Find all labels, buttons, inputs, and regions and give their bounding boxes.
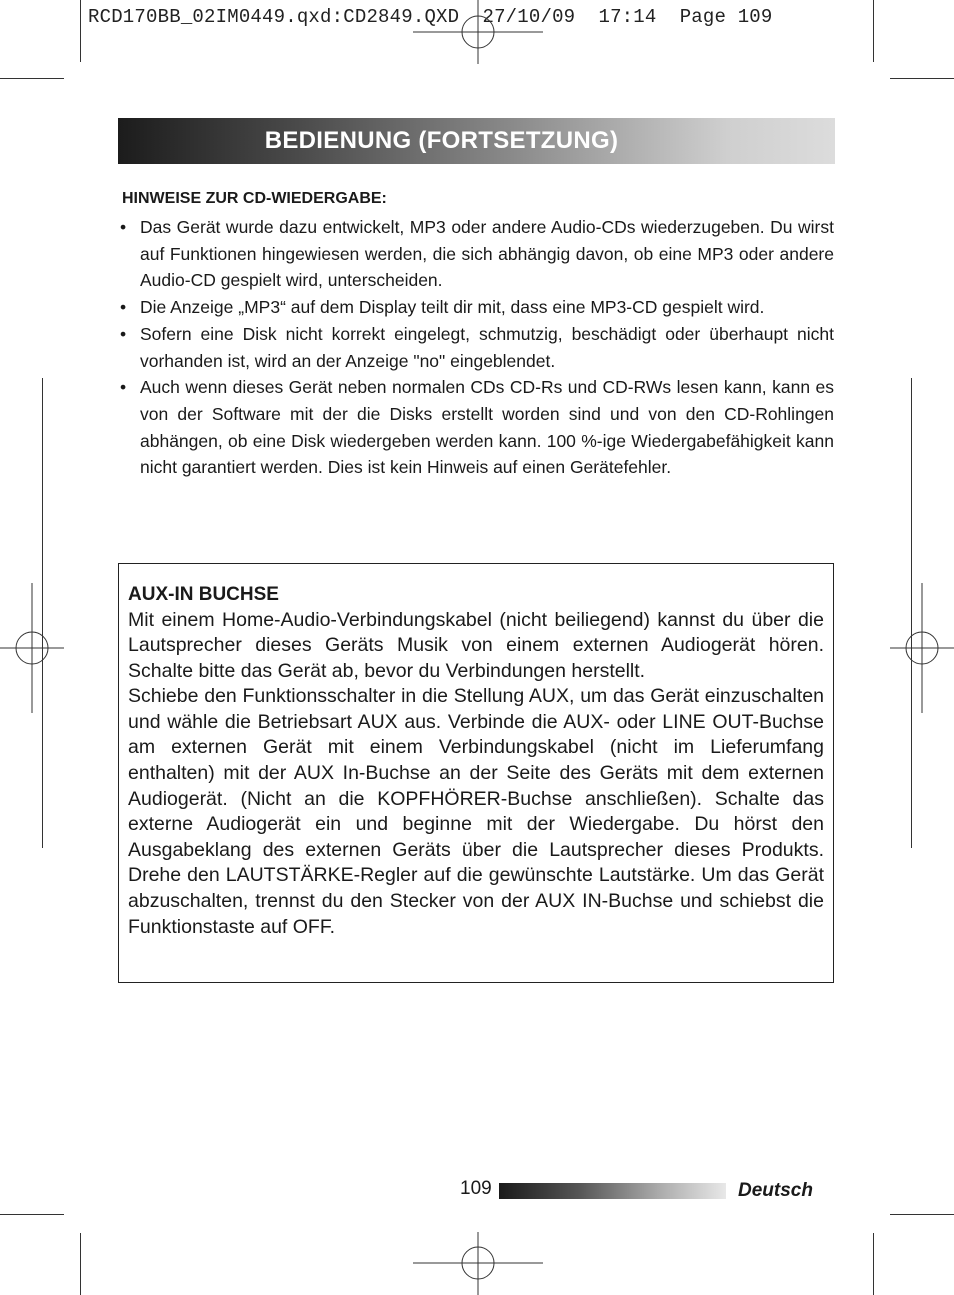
crop-mark-bottom-right-v: [873, 1233, 874, 1295]
list-item: • Sofern eine Disk nicht korrekt eingelegt, schmutzig, beschädigt oder überhaupt nicht vorhanden ist, wird an der Anzeige "no" eingeblendet.: [118, 321, 834, 374]
crop-mark-bottom-right-h: [890, 1214, 954, 1215]
footer-language: Deutsch: [738, 1180, 813, 1201]
notes-heading: HINWEISE ZUR CD-WIEDERGABE:: [122, 190, 387, 207]
list-item: • Die Anzeige „MP3“ auf dem Display teilt dir mit, dass eine MP3-CD gespielt wird.: [118, 294, 834, 321]
list-item: • Das Gerät wurde dazu entwickelt, MP3 oder andere Audio-CDs wiederzugeben. Du wirst auf Funktionen hingewiesen werden, die sich abhängig davon, ob eine MP3 oder andere Audio-CD gespielt wird, unterscheiden.: [118, 214, 834, 294]
list-item: • Auch wenn dieses Gerät neben normalen CDs CD-Rs und CD-RWs lesen kann, kann es von der Software mit der die Disks erstellt worden sind und von den CD-Rohlingen abhängen, ob eine Disk wiedergeben werden kann. 100 %-ige Wiedergabefähigkeit kann nicht garantiert werden. Dies ist kein Hinweis auf einen Gerätefehler.: [118, 374, 834, 481]
bullet-icon: •: [120, 297, 127, 318]
registration-mark-right-icon: [890, 583, 954, 713]
aux-in-box: [118, 563, 834, 983]
crop-mark-top-right-v: [873, 0, 874, 62]
notes-list: [118, 214, 834, 481]
page-title: BEDIENUNG (FORTSETZUNG): [264, 127, 619, 154]
crop-mark-top-left-v: [80, 0, 81, 62]
print-slug-line: RCD170BB_02IM0449.qxd:CD2849.QXD 27/10/09 17:14 Page 109: [88, 6, 773, 28]
footer-gradient-bar: [499, 1183, 726, 1199]
crop-mark-bottom-left-h: [0, 1214, 64, 1215]
bullet-icon: •: [120, 323, 127, 344]
registration-mark-left-icon: [0, 583, 64, 713]
aux-paragraph: Mit einem Home-Audio-Verbindungskabel (nicht beiliegend) kannst du über die Lautsprecher dieses Geräts Musik von einem externen Audiogerät hören. Schalte bitte das Gerät ab, bevor du Verbindungen herstellt.: [128, 608, 824, 682]
crop-mark-top-left-h: [0, 78, 64, 79]
crop-mark-top-right-h: [890, 78, 954, 79]
aux-paragraph: Schiebe den Funktionsschalter in die Stellung AUX, um das Gerät einzuschalten und wähle die Betriebsart AUX aus. Verbinde die AUX- oder LINE OUT-Buchse am externen Gerät mit einem Verbindungskabel (nicht im Lieferumfang enthalten) mit der AUX In-Buchse an der Seite des Geräts mit dem externen Audiogerät. (Nicht an die KOPFHÖRER-Buchse anschließen). Schalte das externe Audiogerät ein und beginne mit der Wiedergabe. Du hörst den Ausgabeklang des externen Geräts über die Lautsprecher dieses Produkts. Drehe den LAUTSTÄRKE-Regler auf die gewünschte Lautstärke. Um das Gerät abzuschalten, trennst du den Stecker von der AUX IN-Buchse und schiebst die Funktionstaste auf OFF.: [128, 685, 824, 938]
aux-heading: AUX-IN BUCHSE: [128, 584, 279, 605]
registration-mark-bottom-icon: [413, 1232, 543, 1295]
section-title-banner: [118, 118, 835, 164]
crop-mark-bottom-left-v: [80, 1233, 81, 1295]
bullet-icon: •: [120, 377, 127, 398]
cd-playback-notes: [118, 190, 834, 481]
registration-mark-top-icon: [413, 0, 543, 64]
page-number: 109: [460, 1178, 492, 1199]
bullet-icon: •: [120, 217, 127, 237]
